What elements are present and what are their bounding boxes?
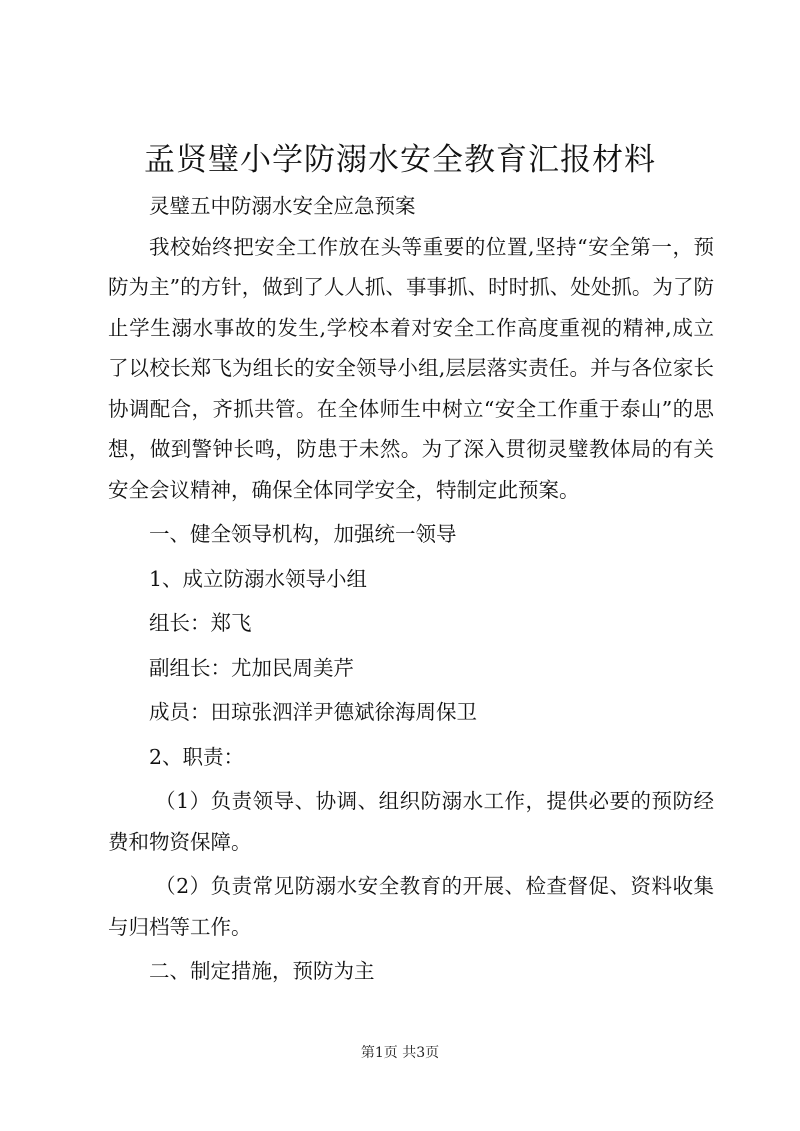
- paragraph-intro: 我校始终把安全工作放在头等重要的位置,坚持“安全第一，预防为主”的方针，做到了人人抓、事事抓、时时抓、处处抓。为了防止学生溺水事故的发生,学校本着对安全工作高度重视的精神,成立了以校长郑飞为组长的安全领导小组,层层落实责任。并与各位家长协调配合，齐抓共管。在全体师生中树立“安全工作重于泰山”的思想，做到警钟长鸣，防患于未然。为了深入贯彻灵璧教体局的有关安全会议精神，确保全体同学安全，特制定此预案。: [108, 234, 714, 502]
- document-body: [108, 186, 714, 992]
- paragraph-duty-1: （1）负责领导、协调、组织防溺水工作，提供必要的预防经费和物资保障。: [108, 789, 714, 854]
- paragraph-item-1: 1、成立防溺水领导小组: [149, 566, 368, 591]
- paragraph-section-1-heading: 一、健全领导机构，加强统一领导: [149, 522, 457, 546]
- document-title: 孟贤璧小学防溺水安全教育汇报材料: [144, 142, 656, 178]
- page-footer: 第1页 共3页: [360, 1045, 440, 1061]
- paragraph-members: 成员：田琼张泗洋尹德斌徐海周保卫: [149, 700, 477, 724]
- paragraph-section-2-heading: 二、制定措施，预防为主: [149, 959, 375, 983]
- paragraph-duty-2: （2）负责常见防溺水安全教育的开展、检查督促、资料收集与归档等工作。: [108, 874, 714, 939]
- paragraph-leader: 组长：郑飞: [149, 611, 252, 635]
- paragraph-item-2: 2、职责：: [149, 744, 245, 769]
- paragraph-deputy-leader: 副组长：尤加民周美芹: [149, 655, 354, 680]
- paragraph-subtitle: 灵璧五中防溺水安全应急预案: [149, 194, 416, 218]
